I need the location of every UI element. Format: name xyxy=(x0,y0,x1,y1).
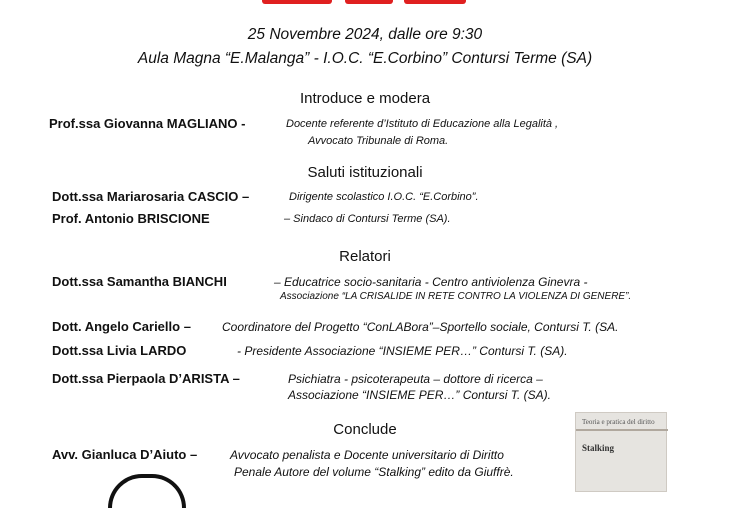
saluti-role-1: Dirigente scolastico I.O.C. “E.Corbino”. xyxy=(289,191,479,203)
conclude-role-line-2: Penale Autore del volume “Stalking” edito da Giuffrè. xyxy=(234,465,514,479)
top-title-cutoff xyxy=(0,0,730,6)
relatore-role-4-line-2: Associazione “INSIEME PER…” Contursi T. (SA). xyxy=(288,388,551,402)
saluti-role-2: – Sindaco di Contursi Terme (SA). xyxy=(284,213,451,225)
conclude-name: Avv. Gianluca D’Aiuto – xyxy=(52,447,198,462)
event-venue: Aula Magna “E.Malanga” - I.O.C. “E.Corbino” Contursi Terme (SA) xyxy=(137,50,593,67)
introduce-name: Prof.ssa Giovanna MAGLIANO - xyxy=(49,116,246,131)
relatore-name-4: Dott.ssa Pierpaola D’ARISTA – xyxy=(52,371,240,386)
book-title: Stalking xyxy=(582,443,615,453)
relatore-name-1: Dott.ssa Samantha BIANCHI xyxy=(52,274,227,289)
section-heading-introduce: Introduce e modera xyxy=(299,90,431,107)
decorative-shape xyxy=(108,474,186,508)
book-series: Teoria e pratica del diritto xyxy=(582,418,655,426)
relatore-role-4-line-1: Psichiatra - psicoterapeuta – dottore di ricerca – xyxy=(288,372,543,386)
relatore-role-1-line-2: Associazione “LA CRISALIDE IN RETE CONTRO LA VIOLENZA DI GENERE”. xyxy=(280,291,632,302)
section-heading-saluti: Saluti istituzionali xyxy=(307,164,423,181)
introduce-role-line-2: Avvocato Tribunale di Roma. xyxy=(308,135,449,147)
relatore-role-1-line-1: – Educatrice socio-sanitaria - Centro antiviolenza Ginevra - xyxy=(274,275,588,289)
book-cover-band xyxy=(576,429,668,431)
conclude-role-line-1: Avvocato penalista e Docente universitario di Diritto xyxy=(230,448,504,462)
saluti-name-1: Dott.ssa Mariarosaria CASCIO – xyxy=(52,189,250,204)
relatore-name-2: Dott. Angelo Cariello – xyxy=(52,319,191,334)
relatore-role-3: - Presidente Associazione “INSIEME PER…” Contursi T. (SA). xyxy=(237,344,568,358)
relatore-name-3: Dott.ssa Livia LARDO xyxy=(52,343,187,358)
saluti-name-2: Prof. Antonio BRISCIONE xyxy=(52,211,210,226)
event-date: 25 Novembre 2024, dalle ore 9:30 xyxy=(247,26,483,43)
section-heading-relatori: Relatori xyxy=(339,248,391,265)
relatore-role-2: Coordinatore del Progetto “ConLABora”–Sportello sociale, Contursi T. (SA. xyxy=(222,320,619,334)
section-heading-conclude: Conclude xyxy=(333,421,397,438)
book-cover-image xyxy=(575,412,667,492)
introduce-role-line-1: Docente referente d’Istituto di Educazione alla Legalità , xyxy=(286,118,559,130)
